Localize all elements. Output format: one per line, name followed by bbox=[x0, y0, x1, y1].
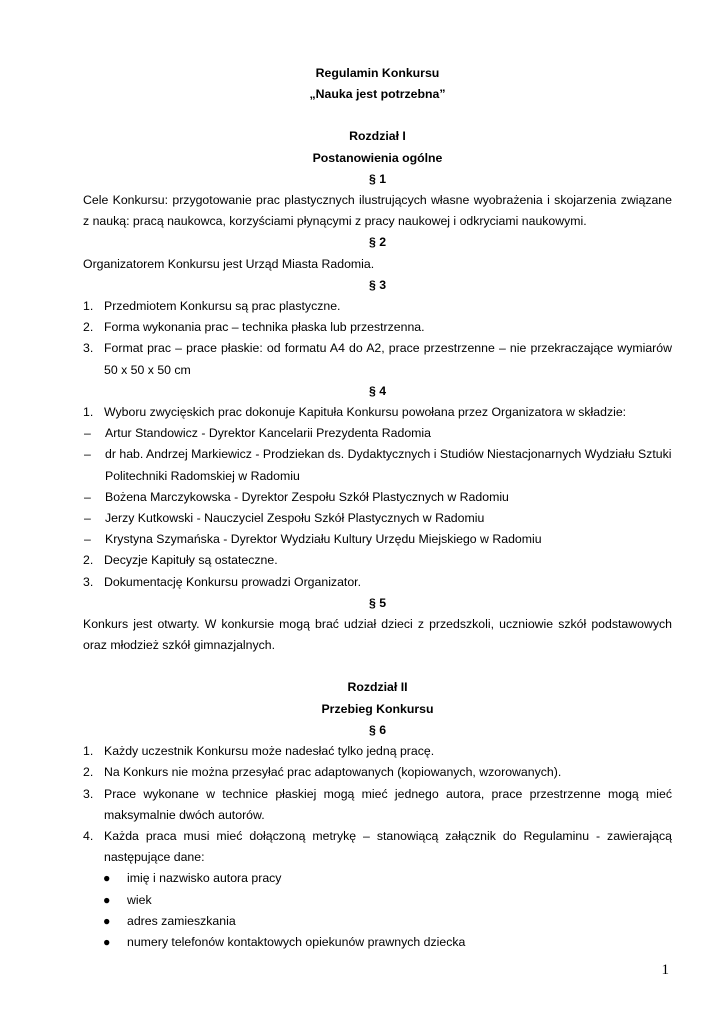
section-4-label: § 4 bbox=[368, 383, 387, 398]
list-text: Decyzje Kapituły są ostateczne. bbox=[104, 553, 278, 568]
member-text: dr hab. Andrzej Markiewicz - Prodziekan ds. Dydaktycznych i Studiów Niestacjonarnych Wydziału Sztuki Politechniki Radomskiej w Radomiu bbox=[105, 447, 672, 483]
chapter-1-heading: Rozdział I bbox=[349, 129, 406, 144]
list-item bbox=[83, 317, 672, 338]
list-text: Przedmiotem Konkursu są prac plastyczne. bbox=[104, 299, 341, 314]
bullet-item bbox=[83, 911, 672, 932]
list-text: Każdy uczestnik Konkursu może nadesłać tylko jedną pracę. bbox=[104, 744, 435, 759]
dash-marker: – bbox=[84, 511, 91, 526]
bullet-text: wiek bbox=[127, 892, 152, 907]
list-text: Dokumentację Konkursu prowadzi Organizator. bbox=[104, 574, 361, 589]
list-number: 3. bbox=[83, 786, 94, 801]
list-text: Format prac – prace płaskie: od formatu A4 do A2, prace przestrzenne – nie przekraczające wymiarów 50 x 50 x 50 cm bbox=[104, 341, 672, 377]
chapter-1-name: Postanowienia ogólne bbox=[312, 150, 443, 165]
list-item bbox=[83, 826, 672, 868]
member-text: Jerzy Kutkowski - Nauczyciel Zespołu Szkół Plastycznych w Radomiu bbox=[105, 511, 485, 526]
list-number: 3. bbox=[83, 574, 94, 589]
list-number: 4. bbox=[83, 828, 94, 843]
list-number: 1. bbox=[83, 299, 94, 314]
bullet-text: imię i nazwisko autora pracy bbox=[127, 871, 282, 886]
list-item bbox=[83, 402, 672, 423]
list-item bbox=[83, 784, 672, 826]
committee-member bbox=[83, 423, 672, 444]
document-subtitle: „Nauka jest potrzebna” bbox=[309, 87, 446, 102]
member-text: Bożena Marczykowska - Dyrektor Zespołu Szkół Plastycznych w Radomiu bbox=[105, 489, 509, 504]
bullet-text: numery telefonów kontaktowych opiekunów prawnych dziecka bbox=[127, 934, 466, 949]
document-body bbox=[83, 63, 672, 953]
list-item bbox=[83, 296, 672, 317]
section-1-label: § 1 bbox=[368, 171, 387, 186]
list-number: 1. bbox=[83, 744, 94, 759]
list-number: 2. bbox=[83, 765, 94, 780]
bullet-icon: ● bbox=[103, 892, 111, 907]
committee-member bbox=[83, 487, 672, 508]
dash-marker: – bbox=[84, 489, 91, 504]
section-5-label: § 5 bbox=[368, 595, 387, 610]
bullet-item bbox=[83, 932, 672, 953]
section-2-label: § 2 bbox=[368, 235, 387, 250]
committee-member bbox=[83, 444, 672, 486]
list-text: Każda praca musi mieć dołączoną metrykę – stanowiącą załącznik do Regulaminu - zawierającą następujące dane: bbox=[104, 828, 672, 865]
list-number: 2. bbox=[83, 320, 94, 335]
chapter-2-heading: Rozdział II bbox=[347, 680, 408, 695]
bullet-item bbox=[83, 868, 672, 889]
list-text: Prace wykonane w technice płaskiej mogą mieć jednego autora, prace przestrzenne mogą mieć maksymalnie dwóch autorów. bbox=[104, 786, 672, 822]
bullet-icon: ● bbox=[103, 913, 111, 928]
dash-marker: – bbox=[84, 447, 91, 462]
member-text: Krystyna Szymańska - Dyrektor Wydziału Kultury Urzędu Miejskiego w Radomiu bbox=[105, 532, 542, 547]
bullet-text: adres zamieszkania bbox=[127, 913, 236, 928]
list-text: Na Konkurs nie można przesyłać prac adaptowanych (kopiowanych, wzorowanych). bbox=[104, 765, 562, 780]
member-text: Artur Standowicz - Dyrektor Kancelarii Prezydenta Radomia bbox=[105, 426, 431, 441]
list-text: Wyboru zwycięskich prac dokonuje Kapituła Konkursu powołana przez Organizatora w składzie: bbox=[104, 405, 627, 420]
list-number: 1. bbox=[83, 405, 94, 420]
section-3-label: § 3 bbox=[368, 277, 387, 292]
dash-marker: – bbox=[84, 532, 91, 547]
chapter-2-name: Przebieg Konkursu bbox=[321, 701, 434, 716]
list-item bbox=[83, 762, 672, 783]
list-item bbox=[83, 338, 672, 380]
section-2-text: Organizatorem Konkursu jest Urząd Miasta Radomia. bbox=[83, 256, 375, 271]
bullet-item bbox=[83, 890, 672, 911]
section-5-text: Konkurs jest otwarty. W konkursie mogą brać udział dzieci z przedszkoli, uczniowie szkół podstawowych oraz młodzież szkół gimnazjalnych. bbox=[83, 617, 672, 653]
committee-member bbox=[83, 529, 672, 550]
list-text: Forma wykonania prac – technika płaska lub przestrzenna. bbox=[104, 320, 425, 335]
list-item bbox=[83, 741, 672, 762]
bullet-icon: ● bbox=[103, 934, 111, 949]
list-item bbox=[83, 572, 672, 593]
section-6-label: § 6 bbox=[368, 722, 387, 737]
list-number: 3. bbox=[83, 341, 94, 356]
document-title: Regulamin Konkursu bbox=[315, 66, 440, 80]
list-item bbox=[83, 550, 672, 571]
committee-member bbox=[83, 508, 672, 529]
dash-marker: – bbox=[84, 426, 91, 441]
bullet-icon: ● bbox=[103, 871, 111, 886]
page-number: 1 bbox=[661, 962, 669, 978]
section-1-text: Cele Konkursu: przygotowanie prac plastycznych ilustrujących własne wyobrażenia i skojarzenia związane z nauką: pracą naukowca, korzyściami płynącymi z pracy naukowej i odkryciami naukowymi. bbox=[83, 193, 672, 229]
list-number: 2. bbox=[83, 553, 94, 568]
